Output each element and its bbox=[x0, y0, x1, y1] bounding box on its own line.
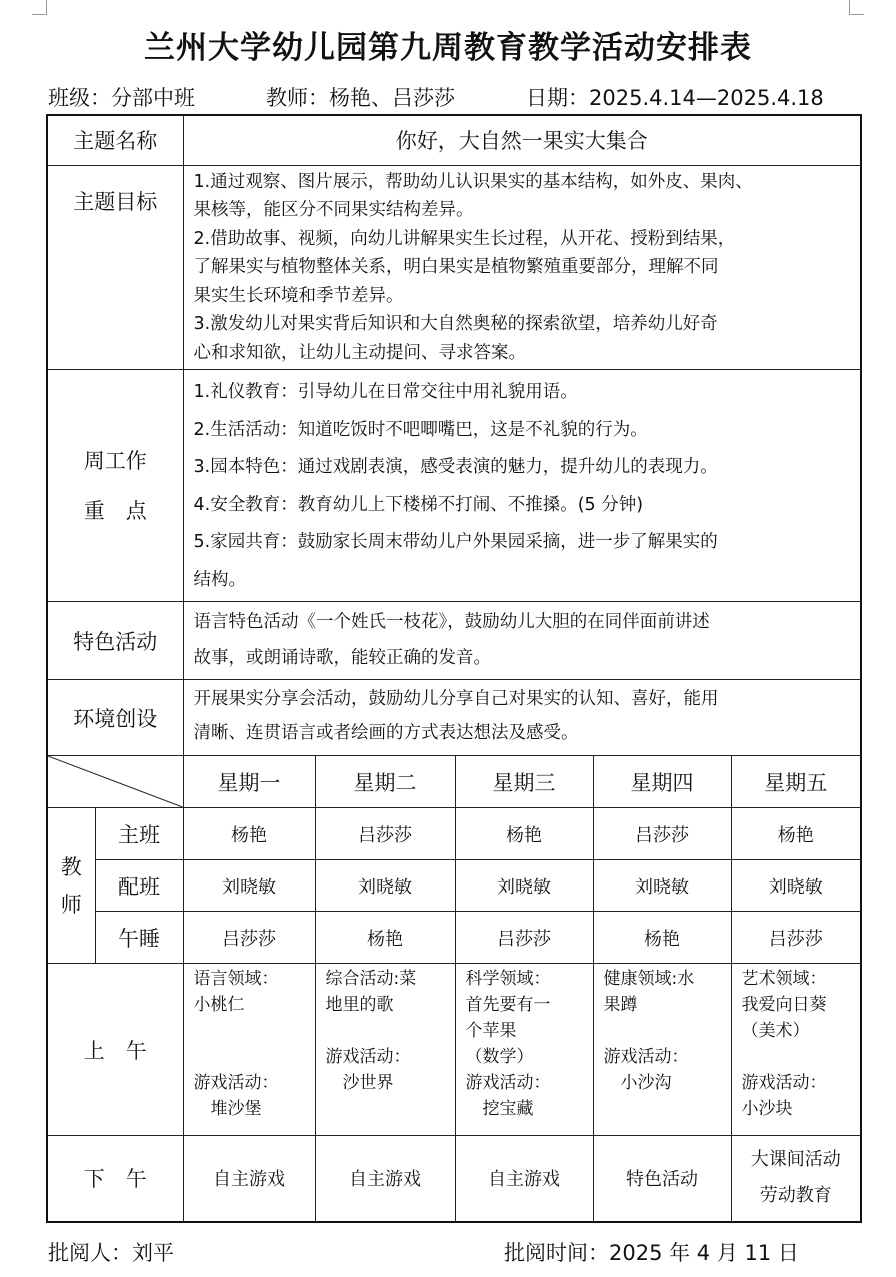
weekday-header-row bbox=[47, 756, 861, 808]
focus-label bbox=[47, 370, 183, 602]
morning-line: 地里的歌 bbox=[325, 995, 394, 1015]
day-header: 星期五 bbox=[731, 756, 861, 808]
role-cell: 刘晓敏 bbox=[455, 860, 593, 912]
focus-label-line: 重 点 bbox=[83, 498, 147, 523]
goals-label: 主题目标 bbox=[47, 165, 183, 370]
morning-label: 上 午 bbox=[47, 964, 183, 1136]
role-row bbox=[47, 912, 861, 964]
role-cell: 刘晓敏 bbox=[183, 860, 315, 912]
morning-line: 沙世界 bbox=[325, 1073, 394, 1093]
special-text bbox=[183, 602, 861, 680]
focus-text bbox=[183, 370, 861, 602]
focus-line: 5.家园共育：鼓励家长周末带幼儿户外果园采摘，进一步了解果实的 bbox=[193, 532, 718, 552]
role-cell: 吕莎莎 bbox=[315, 808, 455, 860]
morning-line: 我爱向日葵 bbox=[741, 995, 827, 1015]
class-info: 班级：分部中班 bbox=[48, 86, 195, 110]
afternoon-row bbox=[47, 1136, 861, 1222]
diagonal-header-cell bbox=[47, 756, 183, 808]
role-cell: 吕莎莎 bbox=[183, 912, 315, 964]
theme-label: 主题名称 bbox=[47, 115, 183, 165]
morning-line: 艺术领域： bbox=[741, 969, 827, 989]
afternoon-cell: 自主游戏 bbox=[315, 1136, 455, 1222]
morning-line: 游戏活动： bbox=[603, 1047, 689, 1067]
morning-line: 科学领域： bbox=[465, 969, 551, 989]
role-cell: 杨艳 bbox=[315, 912, 455, 964]
teacher-label-char: 教 bbox=[60, 854, 82, 879]
date-info: 日期：2025.4.14—2025.4.18 bbox=[526, 86, 824, 110]
morning-row bbox=[47, 964, 861, 1136]
environment-text bbox=[183, 680, 861, 756]
morning-line: （数学） bbox=[465, 1047, 534, 1067]
focus-line: 3.园本特色：通过戏剧表演，感受表演的魅力，提升幼儿的表现力。 bbox=[193, 457, 718, 477]
focus-line: 2.生活活动：知道吃饭时不吧唧嘴巴，这是不礼貌的行为。 bbox=[193, 419, 648, 440]
teachers-info: 教师：杨艳、吕莎莎 bbox=[266, 86, 455, 110]
morning-cell bbox=[455, 964, 593, 1136]
morning-line bbox=[742, 1044, 857, 1070]
environment-row bbox=[47, 680, 861, 756]
morning-line: 小沙沟 bbox=[603, 1073, 672, 1093]
goals-line: 了解果实与植物整体关系，明白果实是植物繁殖重要部分，理解不同 bbox=[193, 257, 719, 277]
morning-line: 小沙块 bbox=[741, 1099, 793, 1119]
morning-line: 游戏活动： bbox=[465, 1073, 551, 1093]
day-header: 星期四 bbox=[593, 756, 731, 808]
day-header: 星期三 bbox=[455, 756, 593, 808]
theme-value: 你好，大自然一果实大集合 bbox=[183, 115, 861, 165]
review-time: 批阅时间：2025 年 4 月 11 日 bbox=[504, 1241, 799, 1265]
role-row bbox=[47, 860, 861, 912]
goals-row bbox=[47, 165, 861, 370]
theme-row bbox=[47, 115, 861, 165]
goals-line: 果实生长环境和季节差异。 bbox=[193, 285, 404, 306]
teacher-group-label bbox=[47, 808, 95, 964]
focus-line: 1.礼仪教育：引导幼儿在日常交往中用礼貌用语。 bbox=[193, 382, 578, 402]
goals-line: 2.借助故事、视频，向幼儿讲解果实生长过程，从开花、授粉到结果， bbox=[193, 228, 736, 249]
goals-line: 果核等，能区分不同果实结构差异。 bbox=[193, 200, 474, 220]
day-header: 星期一 bbox=[183, 756, 315, 808]
special-label: 特色活动 bbox=[47, 602, 183, 680]
morning-line: 首先要有一 bbox=[465, 995, 551, 1015]
goals-line: 3.激发幼儿对果实背后知识和大自然奥秘的探索欲望，培养幼儿好奇 bbox=[193, 314, 718, 334]
environment-label: 环境创设 bbox=[47, 680, 183, 756]
role-label: 配班 bbox=[95, 860, 183, 912]
day-header: 星期二 bbox=[315, 756, 455, 808]
role-label: 主班 bbox=[95, 808, 183, 860]
morning-cell bbox=[593, 964, 731, 1136]
morning-line: 果蹲 bbox=[603, 995, 638, 1015]
afternoon-line: 大课间活动 bbox=[750, 1149, 841, 1171]
afternoon-line: 劳动教育 bbox=[759, 1185, 832, 1207]
page-title: 兰州大学幼儿园第九周教育教学活动安排表 bbox=[144, 30, 752, 66]
afternoon-label: 下 午 bbox=[47, 1136, 183, 1222]
teacher-label-char: 师 bbox=[60, 892, 82, 917]
reviewer: 批阅人：刘平 bbox=[48, 1241, 174, 1265]
goals-line: 1.通过观察、图片展示，帮助幼儿认识果实的基本结构，如外皮、果肉、 bbox=[193, 171, 753, 192]
focus-label-line: 周工作 bbox=[83, 448, 147, 473]
role-cell: 杨艳 bbox=[593, 912, 731, 964]
activity-plan-table bbox=[46, 114, 862, 1223]
afternoon-cell bbox=[731, 1136, 861, 1222]
role-cell: 吕莎莎 bbox=[455, 912, 593, 964]
role-cell: 吕莎莎 bbox=[593, 808, 731, 860]
morning-line: 游戏活动： bbox=[325, 1047, 411, 1067]
role-cell: 杨艳 bbox=[455, 808, 593, 860]
morning-cell bbox=[731, 964, 861, 1136]
morning-line: 个苹果 bbox=[465, 1021, 517, 1041]
page-corner-mark bbox=[32, 0, 47, 15]
morning-line: 游戏活动： bbox=[193, 1073, 279, 1093]
focus-line: 4.安全教育：教育幼儿上下楼梯不打闹、不推搡。(5 分钟) bbox=[193, 494, 644, 515]
afternoon-cell: 特色活动 bbox=[593, 1136, 731, 1222]
morning-line bbox=[194, 1044, 311, 1070]
role-cell: 刘晓敏 bbox=[731, 860, 861, 912]
role-cell: 刘晓敏 bbox=[315, 860, 455, 912]
morning-line bbox=[604, 1018, 727, 1044]
morning-line: （美术） bbox=[741, 1021, 810, 1041]
environment-line: 清晰、连贯语言或者绘画的方式表达想法及感受。 bbox=[193, 723, 579, 743]
environment-line: 开展果实分享会活动，鼓励幼儿分享自己对果实的认知、喜好，能用 bbox=[193, 689, 719, 709]
diagonal-line bbox=[48, 756, 183, 807]
morning-line bbox=[194, 1018, 311, 1044]
role-cell: 杨艳 bbox=[183, 808, 315, 860]
afternoon-cell: 自主游戏 bbox=[455, 1136, 593, 1222]
morning-cell bbox=[315, 964, 455, 1136]
role-label: 午睡 bbox=[95, 912, 183, 964]
morning-line bbox=[326, 1018, 451, 1044]
morning-line: 挖宝藏 bbox=[465, 1099, 534, 1119]
morning-line: 堆沙堡 bbox=[193, 1099, 262, 1119]
morning-cell bbox=[183, 964, 315, 1136]
morning-line: 小桃仁 bbox=[193, 995, 245, 1015]
role-cell: 吕莎莎 bbox=[731, 912, 861, 964]
goals-line: 心和求知欲，让幼儿主动提问、寻求答案。 bbox=[193, 342, 526, 363]
special-row bbox=[47, 602, 861, 680]
role-cell: 刘晓敏 bbox=[593, 860, 731, 912]
special-line: 故事，或朗诵诗歌，能较正确的发音。 bbox=[193, 648, 491, 668]
morning-line: 语言领域： bbox=[193, 969, 279, 989]
goals-text bbox=[183, 165, 861, 370]
focus-line: 结构。 bbox=[193, 569, 246, 590]
page-corner-mark bbox=[849, 0, 864, 15]
special-line: 语言特色活动《一个姓氏一枝花》，鼓励幼儿大胆的在同伴面前讲述 bbox=[193, 612, 710, 632]
focus-row bbox=[47, 370, 861, 602]
morning-line: 综合活动:菜 bbox=[325, 969, 417, 989]
afternoon-cell: 自主游戏 bbox=[183, 1136, 315, 1222]
role-row bbox=[47, 808, 861, 860]
morning-line: 游戏活动： bbox=[741, 1073, 827, 1093]
morning-line: 健康领域:水 bbox=[603, 969, 695, 989]
role-cell: 杨艳 bbox=[731, 808, 861, 860]
